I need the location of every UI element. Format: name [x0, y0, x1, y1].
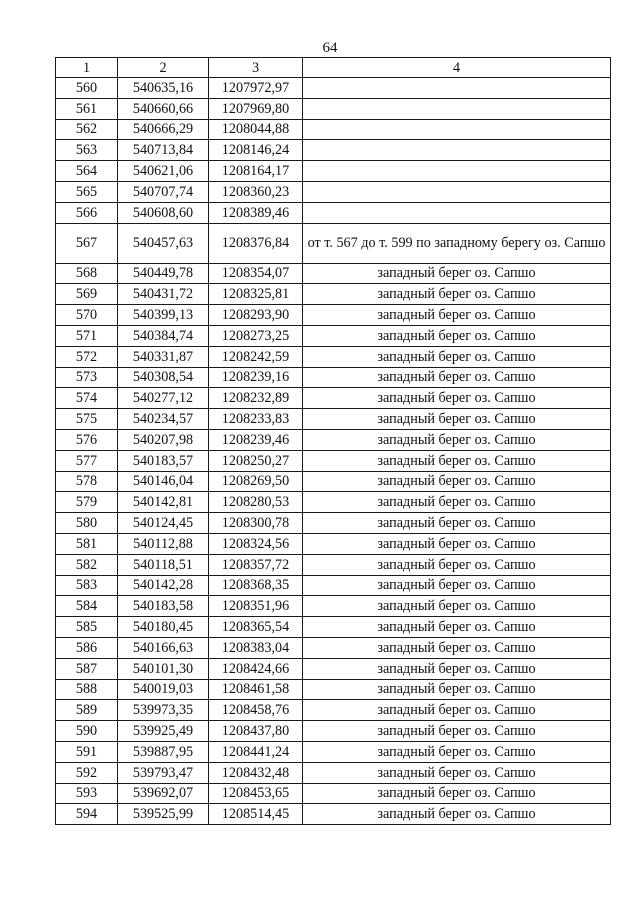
x-coordinate-cell: 540308,54 — [118, 367, 209, 388]
point-number-cell: 589 — [56, 700, 118, 721]
point-number-cell: 594 — [56, 804, 118, 825]
table-row — [56, 637, 611, 658]
y-coordinate-cell: 1208365,54 — [209, 617, 303, 638]
point-number-cell: 580 — [56, 513, 118, 534]
x-coordinate-cell: 540277,12 — [118, 388, 209, 409]
y-coordinate-cell: 1208461,58 — [209, 679, 303, 700]
description-cell: западный берег оз. Сапшо — [303, 804, 611, 825]
point-number-cell: 566 — [56, 202, 118, 223]
table-row — [56, 741, 611, 762]
x-coordinate-cell: 540112,88 — [118, 533, 209, 554]
table-row — [56, 78, 611, 99]
x-coordinate-cell: 540431,72 — [118, 284, 209, 305]
table-row — [56, 429, 611, 450]
point-number-cell: 579 — [56, 492, 118, 513]
y-coordinate-cell: 1208250,27 — [209, 450, 303, 471]
y-coordinate-cell: 1208044,88 — [209, 119, 303, 140]
x-coordinate-cell: 539887,95 — [118, 741, 209, 762]
description-cell: западный берег оз. Сапшо — [303, 554, 611, 575]
y-coordinate-cell: 1208437,80 — [209, 721, 303, 742]
table-row — [56, 325, 611, 346]
x-coordinate-cell: 540180,45 — [118, 617, 209, 638]
point-number-cell: 574 — [56, 388, 118, 409]
point-number-cell: 573 — [56, 367, 118, 388]
description-cell: западный берег оз. Сапшо — [303, 305, 611, 326]
table-row — [56, 409, 611, 430]
x-coordinate-cell: 540234,57 — [118, 409, 209, 430]
y-coordinate-cell: 1208453,65 — [209, 783, 303, 804]
description-cell: западный берег оз. Сапшо — [303, 741, 611, 762]
point-number-cell: 564 — [56, 161, 118, 182]
x-coordinate-cell: 540124,45 — [118, 513, 209, 534]
x-coordinate-cell: 540183,57 — [118, 450, 209, 471]
x-coordinate-cell: 540101,30 — [118, 658, 209, 679]
table-row — [56, 346, 611, 367]
x-coordinate-cell: 540207,98 — [118, 429, 209, 450]
x-coordinate-cell: 540142,81 — [118, 492, 209, 513]
point-number-cell: 581 — [56, 533, 118, 554]
point-number-cell: 561 — [56, 98, 118, 119]
description-cell: западный берег оз. Сапшо — [303, 783, 611, 804]
description-cell: западный берег оз. Сапшо — [303, 284, 611, 305]
description-cell — [303, 140, 611, 161]
table-row — [56, 202, 611, 223]
y-coordinate-cell: 1208146,24 — [209, 140, 303, 161]
x-coordinate-cell: 540384,74 — [118, 325, 209, 346]
table-row — [56, 367, 611, 388]
description-cell — [303, 119, 611, 140]
point-number-cell: 575 — [56, 409, 118, 430]
description-cell: западный берег оз. Сапшо — [303, 596, 611, 617]
description-cell: от т. 567 до т. 599 по западному берегу оз. Сапшо — [303, 223, 611, 263]
x-coordinate-cell: 540457,63 — [118, 223, 209, 263]
x-coordinate-cell: 540142,28 — [118, 575, 209, 596]
x-coordinate-cell: 540019,03 — [118, 679, 209, 700]
x-coordinate-cell: 540449,78 — [118, 263, 209, 284]
description-cell — [303, 202, 611, 223]
table-row — [56, 679, 611, 700]
table-row — [56, 513, 611, 534]
point-number-cell: 585 — [56, 617, 118, 638]
description-cell — [303, 78, 611, 99]
point-number-cell: 582 — [56, 554, 118, 575]
description-cell: западный берег оз. Сапшо — [303, 429, 611, 450]
y-coordinate-cell: 1208324,56 — [209, 533, 303, 554]
table-row — [56, 450, 611, 471]
description-cell: западный берег оз. Сапшо — [303, 575, 611, 596]
x-coordinate-cell: 539793,47 — [118, 762, 209, 783]
table-row — [56, 223, 611, 263]
x-coordinate-cell: 539525,99 — [118, 804, 209, 825]
table-row — [56, 783, 611, 804]
table-row — [56, 804, 611, 825]
x-coordinate-cell: 540608,60 — [118, 202, 209, 223]
description-cell: западный берег оз. Сапшо — [303, 471, 611, 492]
y-coordinate-cell: 1208269,50 — [209, 471, 303, 492]
description-cell: западный берег оз. Сапшо — [303, 513, 611, 534]
table-row — [56, 119, 611, 140]
description-cell: западный берег оз. Сапшо — [303, 492, 611, 513]
description-cell: западный берег оз. Сапшо — [303, 762, 611, 783]
table-row — [56, 305, 611, 326]
y-coordinate-cell: 1208432,48 — [209, 762, 303, 783]
y-coordinate-cell: 1208273,25 — [209, 325, 303, 346]
description-cell: западный берег оз. Сапшо — [303, 658, 611, 679]
table-row — [56, 617, 611, 638]
table-row — [56, 471, 611, 492]
x-coordinate-cell: 540707,74 — [118, 181, 209, 202]
description-cell: западный берег оз. Сапшо — [303, 679, 611, 700]
y-coordinate-cell: 1208354,07 — [209, 263, 303, 284]
x-coordinate-cell: 540621,06 — [118, 161, 209, 182]
table-row — [56, 762, 611, 783]
point-number-cell: 593 — [56, 783, 118, 804]
point-number-cell: 588 — [56, 679, 118, 700]
point-number-cell: 567 — [56, 223, 118, 263]
y-coordinate-cell: 1208233,83 — [209, 409, 303, 430]
x-coordinate-cell: 540713,84 — [118, 140, 209, 161]
y-coordinate-cell: 1208242,59 — [209, 346, 303, 367]
point-number-cell: 577 — [56, 450, 118, 471]
description-cell: западный берег оз. Сапшо — [303, 388, 611, 409]
table-row — [56, 181, 611, 202]
x-coordinate-cell: 540331,87 — [118, 346, 209, 367]
x-coordinate-cell: 539973,35 — [118, 700, 209, 721]
point-number-cell: 587 — [56, 658, 118, 679]
table-body — [56, 78, 611, 825]
table-row — [56, 263, 611, 284]
table-row — [56, 140, 611, 161]
y-coordinate-cell: 1208280,53 — [209, 492, 303, 513]
point-number-cell: 591 — [56, 741, 118, 762]
point-number-cell: 590 — [56, 721, 118, 742]
x-coordinate-cell: 539925,49 — [118, 721, 209, 742]
point-number-cell: 569 — [56, 284, 118, 305]
x-coordinate-cell: 540666,29 — [118, 119, 209, 140]
header-cell-x: 2 — [118, 58, 209, 78]
y-coordinate-cell: 1207972,97 — [209, 78, 303, 99]
y-coordinate-cell: 1208368,35 — [209, 575, 303, 596]
x-coordinate-cell: 540183,58 — [118, 596, 209, 617]
description-cell: западный берег оз. Сапшо — [303, 325, 611, 346]
table-header — [56, 58, 611, 78]
table-row — [56, 284, 611, 305]
x-coordinate-cell: 540635,16 — [118, 78, 209, 99]
point-number-cell: 576 — [56, 429, 118, 450]
description-cell: западный берег оз. Сапшо — [303, 346, 611, 367]
point-number-cell: 565 — [56, 181, 118, 202]
point-number-cell: 586 — [56, 637, 118, 658]
x-coordinate-cell: 540166,63 — [118, 637, 209, 658]
y-coordinate-cell: 1208389,46 — [209, 202, 303, 223]
point-number-cell: 562 — [56, 119, 118, 140]
y-coordinate-cell: 1208239,16 — [209, 367, 303, 388]
table-row — [56, 533, 611, 554]
y-coordinate-cell: 1208360,23 — [209, 181, 303, 202]
description-cell — [303, 161, 611, 182]
header-cell-point: 1 — [56, 58, 118, 78]
table-row — [56, 98, 611, 119]
x-coordinate-cell: 540118,51 — [118, 554, 209, 575]
y-coordinate-cell: 1208424,66 — [209, 658, 303, 679]
y-coordinate-cell: 1208300,78 — [209, 513, 303, 534]
description-cell: западный берег оз. Сапшо — [303, 637, 611, 658]
description-cell — [303, 181, 611, 202]
y-coordinate-cell: 1208239,46 — [209, 429, 303, 450]
point-number-cell: 560 — [56, 78, 118, 99]
y-coordinate-cell: 1208351,96 — [209, 596, 303, 617]
point-number-cell: 563 — [56, 140, 118, 161]
x-coordinate-cell: 540146,04 — [118, 471, 209, 492]
table-row — [56, 492, 611, 513]
y-coordinate-cell: 1208383,04 — [209, 637, 303, 658]
y-coordinate-cell: 1208514,45 — [209, 804, 303, 825]
description-cell: западный берег оз. Сапшо — [303, 263, 611, 284]
y-coordinate-cell: 1208441,24 — [209, 741, 303, 762]
y-coordinate-cell: 1208164,17 — [209, 161, 303, 182]
y-coordinate-cell: 1207969,80 — [209, 98, 303, 119]
y-coordinate-cell: 1208458,76 — [209, 700, 303, 721]
y-coordinate-cell: 1208293,90 — [209, 305, 303, 326]
description-cell: западный берег оз. Сапшо — [303, 617, 611, 638]
description-cell: западный берег оз. Сапшо — [303, 700, 611, 721]
description-cell: западный берег оз. Сапшо — [303, 721, 611, 742]
description-cell — [303, 98, 611, 119]
x-coordinate-cell: 539692,07 — [118, 783, 209, 804]
table-row — [56, 658, 611, 679]
header-cell-y: 3 — [209, 58, 303, 78]
description-cell: западный берег оз. Сапшо — [303, 533, 611, 554]
table-row — [56, 575, 611, 596]
table-row — [56, 721, 611, 742]
point-number-cell: 583 — [56, 575, 118, 596]
table-row — [56, 700, 611, 721]
point-number-cell: 572 — [56, 346, 118, 367]
description-cell: западный берег оз. Сапшо — [303, 367, 611, 388]
description-cell: западный берег оз. Сапшо — [303, 409, 611, 430]
x-coordinate-cell: 540399,13 — [118, 305, 209, 326]
table-row — [56, 554, 611, 575]
table-row — [56, 161, 611, 182]
y-coordinate-cell: 1208232,89 — [209, 388, 303, 409]
page-number: 64 — [322, 40, 338, 56]
point-number-cell: 571 — [56, 325, 118, 346]
x-coordinate-cell: 540660,66 — [118, 98, 209, 119]
y-coordinate-cell: 1208376,84 — [209, 223, 303, 263]
header-cell-description: 4 — [303, 58, 611, 78]
point-number-cell: 570 — [56, 305, 118, 326]
point-number-cell: 592 — [56, 762, 118, 783]
point-number-cell: 578 — [56, 471, 118, 492]
header-row — [56, 58, 611, 78]
table-row — [56, 596, 611, 617]
point-number-cell: 584 — [56, 596, 118, 617]
description-cell: западный берег оз. Сапшо — [303, 450, 611, 471]
y-coordinate-cell: 1208325,81 — [209, 284, 303, 305]
point-number-cell: 568 — [56, 263, 118, 284]
coordinates-table — [55, 57, 611, 825]
y-coordinate-cell: 1208357,72 — [209, 554, 303, 575]
table-row — [56, 388, 611, 409]
